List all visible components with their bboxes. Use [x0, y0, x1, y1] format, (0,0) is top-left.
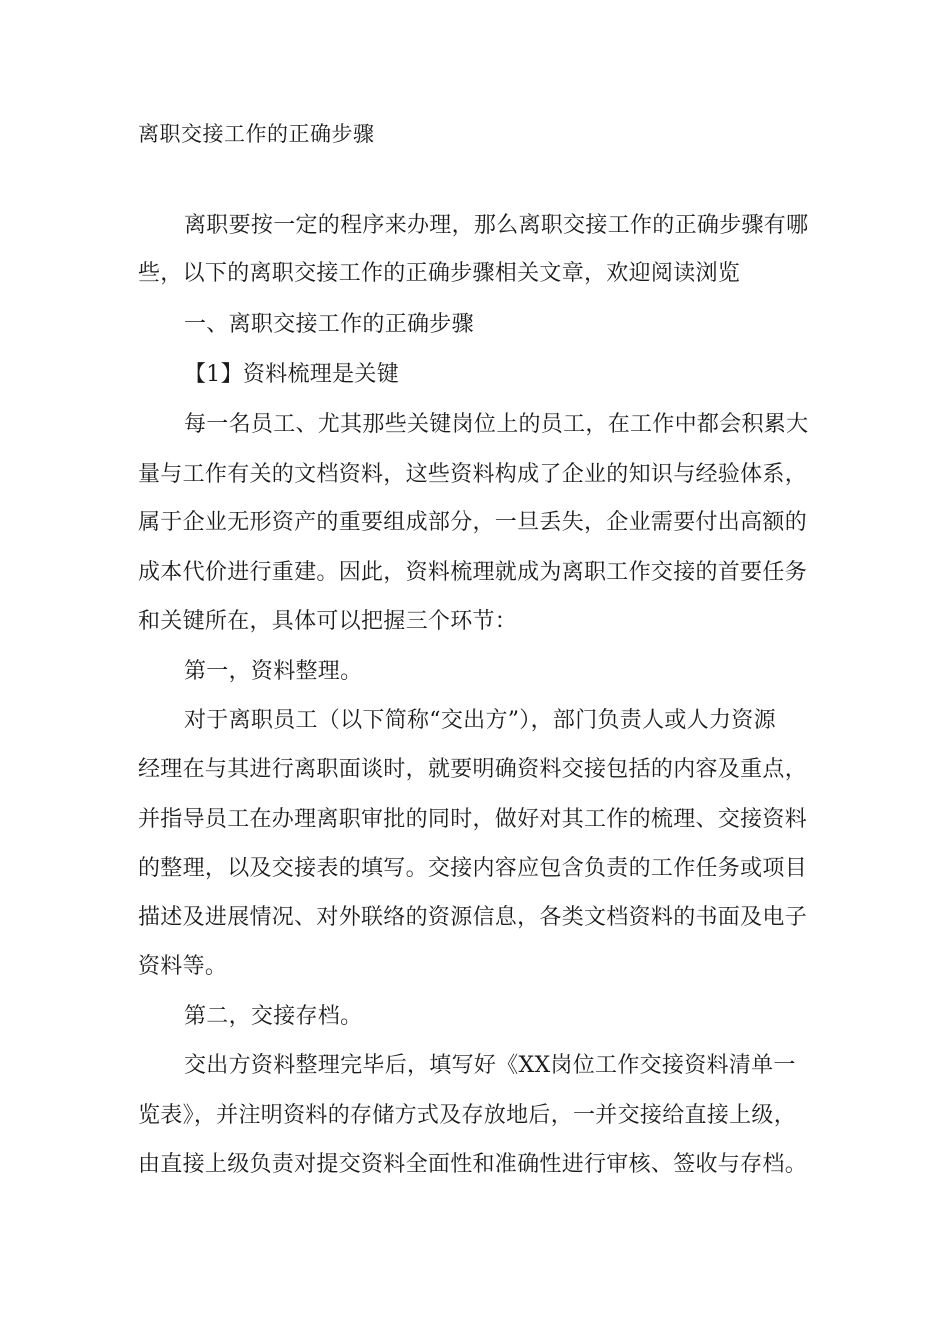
subsection-heading: 【1】资料梳理是关键 — [184, 362, 399, 387]
paragraph-line: 离职要按一定的程序来办理，那么离职交接工作的正确步骤有哪 — [184, 213, 809, 238]
paragraph-line: 量与工作有关的文档资料，这些资料构成了企业的知识与经验体系， — [138, 462, 808, 487]
paragraph-line: 由直接上级负责对提交资料全面性和准确性进行审核、签收与存档。 — [138, 1152, 808, 1177]
paragraph-line: 资料等。 — [138, 954, 228, 979]
paragraph-line: 并指导员工在办理离职审批的同时，做好对其工作的梳理、交接资料 — [138, 807, 808, 832]
step-heading: 第二，交接存档。 — [184, 1004, 363, 1029]
paragraph-line: 成本代价进行重建。因此，资料梳理就成为离职工作交接的首要任务 — [138, 560, 808, 585]
paragraph-line: 描述及进展情况、对外联络的资源信息，各类文档资料的书面及电子 — [138, 905, 808, 930]
paragraph-line: 属于企业无形资产的重要组成部分，一旦丢失，企业需要付出高额的 — [138, 510, 808, 535]
paragraph-line: 览表》，并注明资料的存储方式及存放地后，一并交接给直接上级， — [138, 1103, 797, 1128]
document-title: 离职交接工作的正确步骤 — [138, 122, 375, 146]
step-heading: 第一，资料整理。 — [184, 659, 363, 684]
paragraph-line: 交出方资料整理完毕后，填写好《XX岗位工作交接资料清单一 — [184, 1053, 796, 1078]
section-heading: 一、离职交接工作的正确步骤 — [184, 312, 474, 337]
paragraph-line: 的整理，以及交接表的填写。交接内容应包含负责的工作任务或项目 — [138, 856, 808, 881]
paragraph-line: 每一名员工、尤其那些关键岗位上的员工，在工作中都会积累大 — [184, 412, 809, 437]
paragraph-line: 经理在与其进行离职面谈时，就要明确资料交接包括的内容及重点， — [138, 757, 808, 782]
paragraph-line: 对于离职员工（以下简称“交出方”），部门负责人或人力资源 — [184, 708, 776, 733]
paragraph-line: 些，以下的离职交接工作的正确步骤相关文章，欢迎阅读浏览 — [138, 261, 741, 286]
paragraph-line: 和关键所在，具体可以把握三个环节： — [138, 609, 518, 634]
